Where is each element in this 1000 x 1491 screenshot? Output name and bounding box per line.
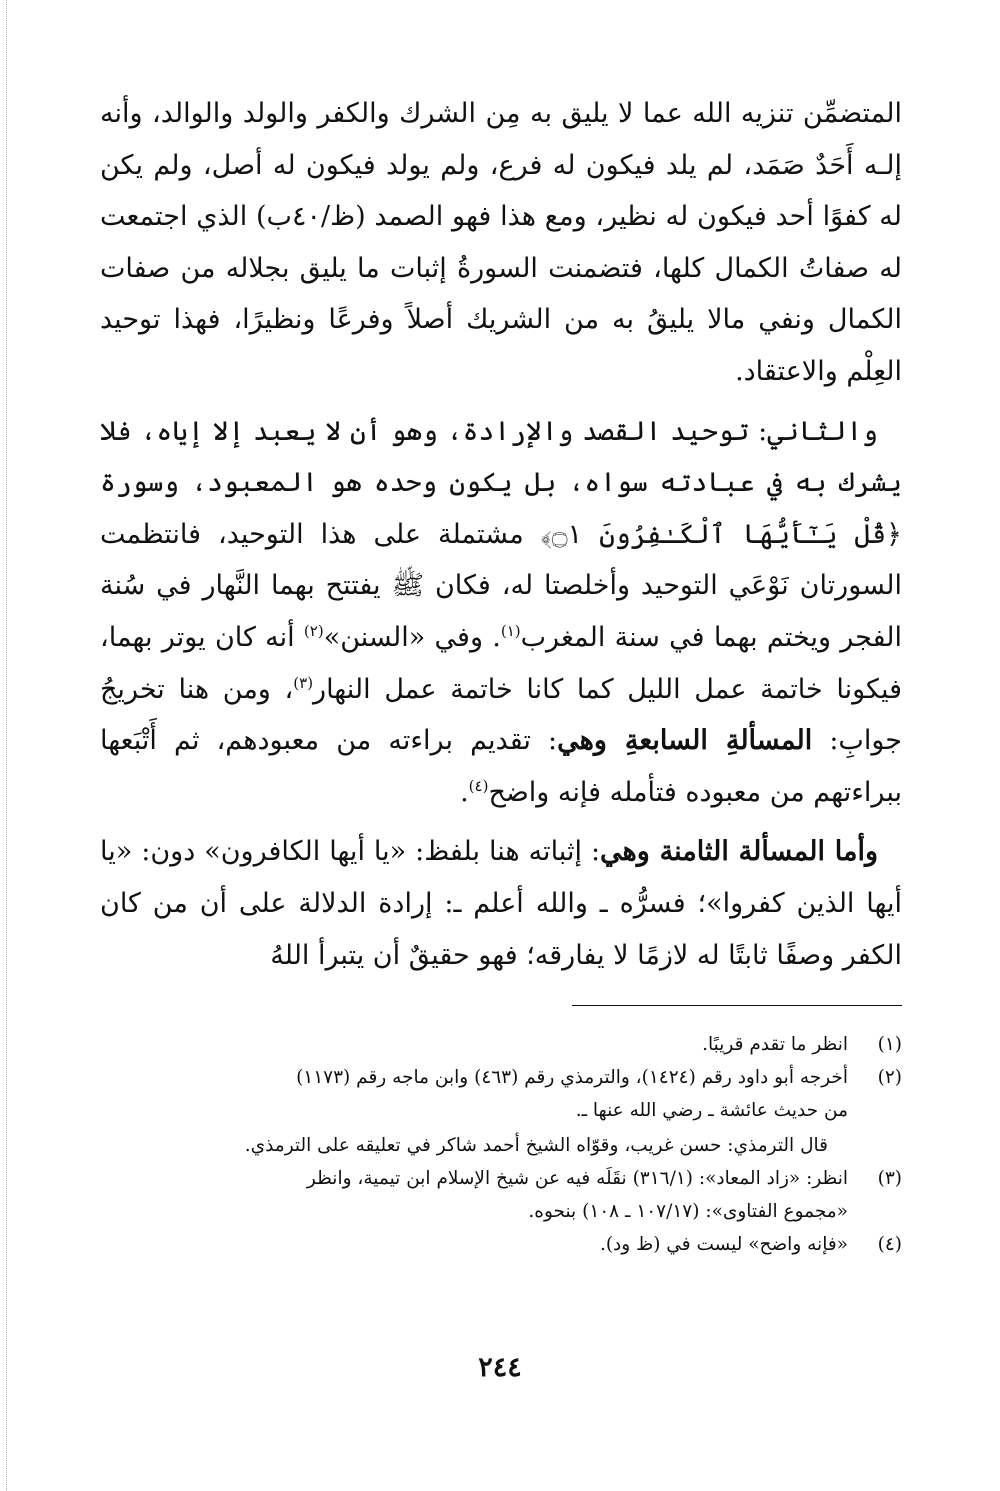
footnote-line: انظر ما تقدم قريبًا. [702, 1034, 848, 1055]
footnote-line: أخرجه أبو داود رقم (١٤٢٤)، والترمذي رقم (٤٦٣) وابن ماجه رقم (١١٧٣) [296, 1067, 848, 1088]
issue-seven-heading: المسألةِ السابعةِ وهي [557, 725, 813, 757]
footnote-text [100, 1162, 848, 1228]
paragraph-2-part-d: ، ومن هنا تخريجُ جوابِ: [100, 673, 902, 757]
footnote-text [100, 1228, 848, 1261]
footnote-4 [100, 1228, 902, 1261]
footnote-divider [572, 1005, 902, 1006]
footnote-line: «فإنه واضح» ليست في (ظ ود). [599, 1234, 848, 1255]
main-text [100, 88, 902, 981]
paragraph-2-part-e: : تقديم براءته من معبودهم، ثم أَتْبَعها ببراءتهم من معبوده فتأمله فإنه واضح [100, 725, 902, 808]
footnote-line: «مجموع الفتاوى»: (١٠٧/١٧ ـ ١٠٨) بنحوه. [528, 1201, 848, 1222]
footnote-3 [100, 1162, 902, 1228]
footnote-ref-2: (٢) [303, 621, 324, 640]
paragraph-2-part-a: والثاني: توحيد القصد والإرادة، وهو أن لا يعبد إلا إياه، فلا يشرك به في عبادته سواه، بل يكون وحده هو المعبود، وسورة ﴿قُلْ يَـٰٓأَيُّهَا ٱلْكَـٰفِرُونَ ۝١﴾ مشتملة على هذا التوحيد، فانتظمت السورتان نَوْعَي التوحيد وأخلصتا له، فكان ﷺ يفتتح بهما النَّهار في سُنة الفجر ويختم بهما في سنة المغرب [100, 415, 903, 653]
paragraph-2 [100, 406, 902, 819]
footnote-text [100, 1061, 848, 1127]
footnotes [100, 1028, 902, 1261]
footnote-line: قال الترمذي: حسن غريب، وقوّاه الشيخ أحمد شاكر في تعليقه على الترمذي. [244, 1135, 828, 1156]
footnote-ref-1: (١) [500, 621, 521, 640]
footnote-number: (٣) [877, 1168, 902, 1189]
page-number: ٢٤٤ [478, 1352, 522, 1383]
paragraph-3-rest: : إثباته هنا بلفظ: «يا أيها الكافرون» دون: «يا أيها الذين كفروا»؛ فسرُّه ـ والله أعلم ـ: إرادة الدلالة على أن من كان الكفر وصفًا ثابتًا له لازمًا لا يفارقه؛ فهو حقيقٌ أن يتبرأ اللهُ [100, 836, 902, 971]
footnote-number: (٤) [877, 1234, 902, 1255]
paragraph-3 [100, 826, 902, 981]
scan-edge-line [6, 0, 7, 1491]
paragraph-2-part-f: . [460, 776, 469, 808]
footnote-line: انظر: «زاد المعاد»: (٣١٦/١) نقَلَه فيه عن شيخ الإسلام ابن تيمية، وانظر [306, 1168, 848, 1189]
footnote-line: من حديث عائشة ـ رضي الله عنها ـ. [575, 1100, 848, 1121]
paragraph-2-part-b: . وفي «السنن» [323, 621, 501, 653]
footnote-2-note [100, 1129, 848, 1162]
footnote-number: (١) [877, 1034, 902, 1055]
footnote-number: (٢) [877, 1067, 902, 1088]
footnote-text [100, 1028, 848, 1061]
footnote-ref-4: (٤) [468, 776, 489, 795]
paragraph-1: المتضمِّن تنزيه الله عما لا يليق به مِن الشرك والكفر والولد والوالد، وأنه إلـه أَحَدٌ صَمَد، لم يلد فيكون له فرع، ولم يولد فيكون له أصل، ولم يكن له كفوًا أحد فيكون له نظير، ومع هذا فهو الصمد (ظ/٤٠ب) الذي اجتمعت له صفاتُ الكمال كلها، فتضمنت السورةُ إثبات ما يليق بجلاله من صفات الكمال ونفي مالا يليقُ به من الشريك أصلاً وفرعًا ونظيرًا، فهذا توحيد العِلْم والاعتقاد. [100, 98, 903, 387]
issue-eight-heading: وأما المسألة الثامنة وهي [600, 836, 878, 868]
footnote-1 [100, 1028, 902, 1061]
paragraph-2-part-c: أنه كان يوتر بهما، فيكونا خاتمة عمل الليل كما كانا خاتمة عمل النهار [100, 621, 902, 705]
footnote-ref-3: (٣) [293, 673, 314, 692]
footnote-2 [100, 1061, 902, 1127]
